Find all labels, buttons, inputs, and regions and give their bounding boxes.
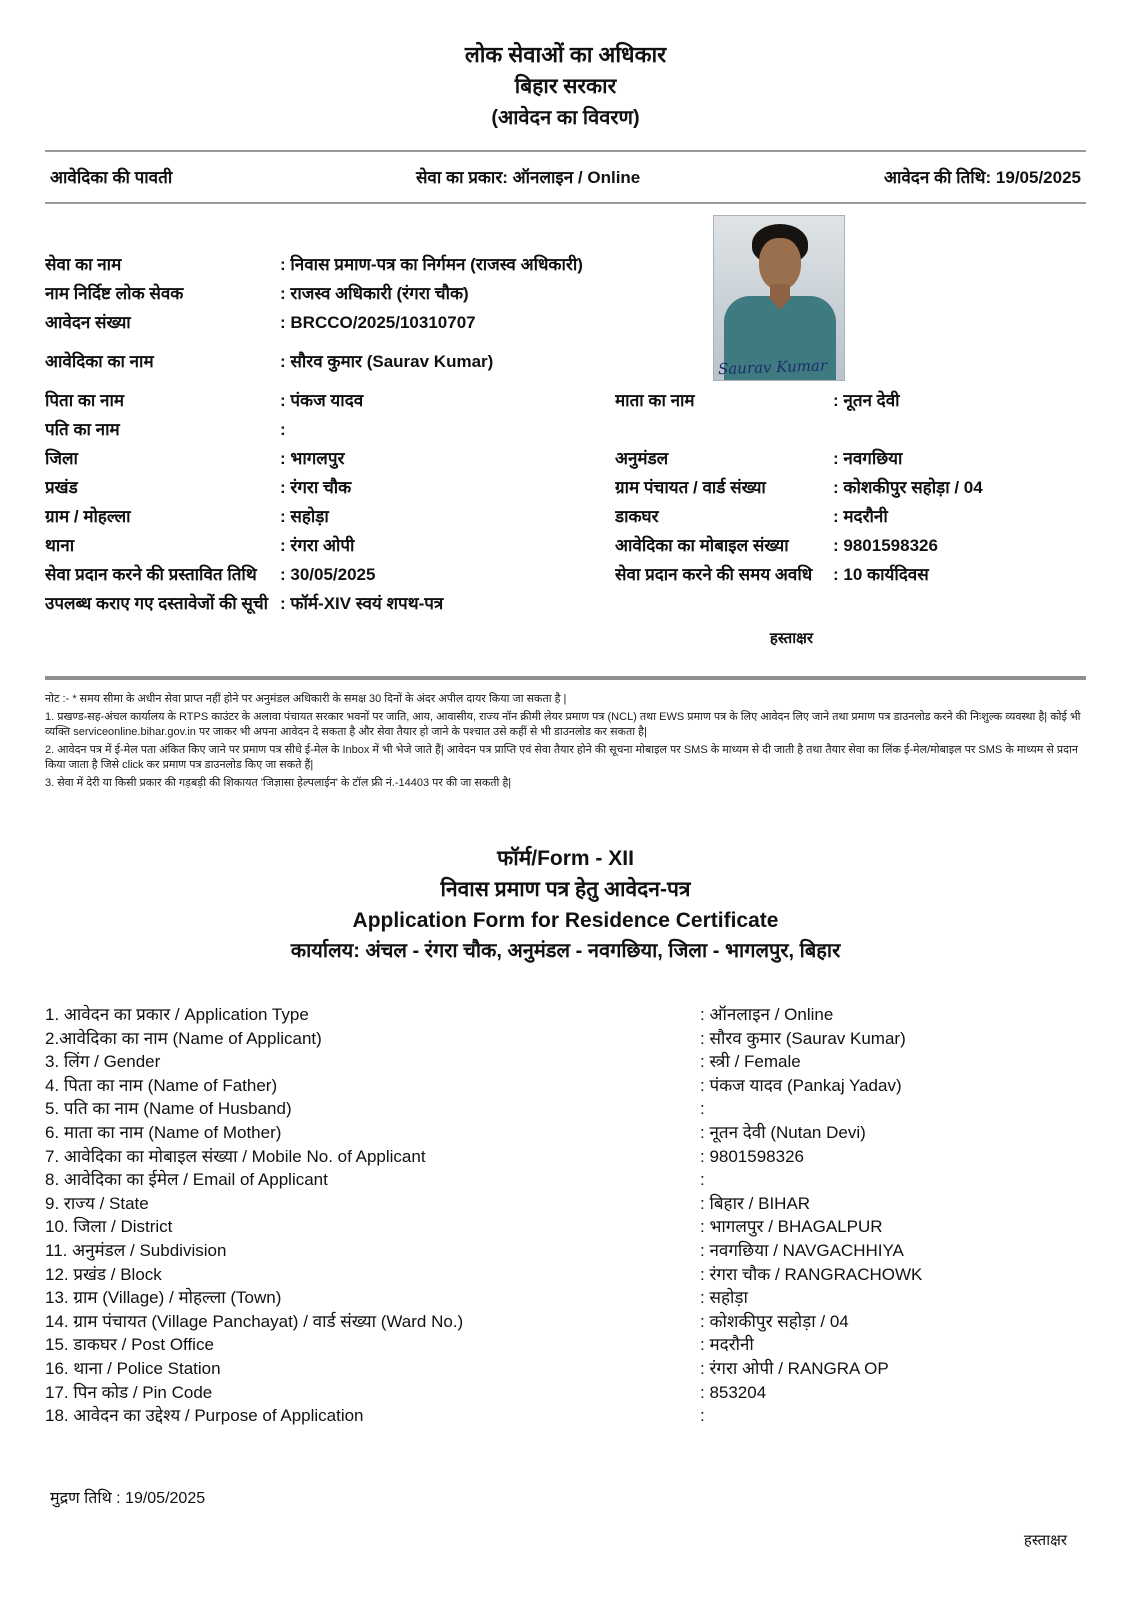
form-field-value: : सौरव कुमार (Saurav Kumar): [700, 1028, 906, 1048]
form-field-label: 14. ग्राम पंचायत (Village Panchayat) / वार्ड संख्या (Ward No.): [45, 1311, 464, 1331]
form-field-label: 7. आवेदिका का मोबाइल संख्या / Mobile No. of Applicant: [45, 1146, 426, 1166]
form-field-email: [45, 1168, 1086, 1192]
detail-label: आवेदिका का मोबाइल संख्या: [615, 536, 789, 555]
detail-label: आवेदन संख्या: [45, 313, 131, 332]
form-field-value: : ऑनलाइन / Online: [700, 1005, 834, 1024]
form-field-value: : कोशकीपुर सहोड़ा / 04: [700, 1311, 849, 1331]
detail-value: : कोशकीपुर सहोड़ा / 04: [833, 478, 983, 497]
note-3: 3. सेवा में देरी या किसी प्रकार की गड़बड़ी की शिकायत 'जिज्ञासा हेल्पलाईन' के टॉल फ्री नं.-14403 पर की जा सकती है|: [45, 777, 512, 789]
detail-row-district-subdivision: [45, 444, 1086, 473]
detail-value: : नवगछिया: [833, 449, 903, 468]
header-title: लोक सेवाओं का अधिकार: [464, 42, 667, 67]
form-field-value: : भागलपुर / BHAGALPUR: [700, 1217, 883, 1237]
form-field-gender: [45, 1050, 1086, 1074]
form-field-label: 10. जिला / District: [45, 1217, 173, 1237]
form-field-label: 2.आवेदिका का नाम (Name of Applicant): [45, 1028, 322, 1048]
form-field-block: [45, 1263, 1086, 1287]
receipt-bar-bottom-line: [45, 202, 1086, 204]
detail-value: : नूतन देवी: [833, 391, 900, 410]
detail-row-documents-list: [45, 589, 1086, 618]
notes-divider-line: [45, 676, 1086, 680]
photo-person-face: [759, 238, 801, 290]
form-field-father-name: [45, 1074, 1086, 1098]
form-field-post-office: [45, 1333, 1086, 1357]
form-field-value: : रंगरा ओपी / RANGRA OP: [700, 1358, 889, 1378]
form-field-label: 4. पिता का नाम (Name of Father): [45, 1075, 278, 1095]
form-field-value: : रंगरा चौक / RANGRACHOWK: [700, 1264, 923, 1284]
detail-row-block-panchayat: [45, 473, 1086, 502]
detail-label: [615, 589, 833, 618]
detail-value: : भागलपुर: [280, 449, 345, 468]
detail-row-police-mobile: [45, 531, 1086, 560]
form-field-pin-code: [45, 1381, 1086, 1405]
detail-label: ग्राम / मोहल्ला: [45, 507, 131, 526]
form-field-state: [45, 1192, 1086, 1216]
form-fields-list: [45, 1003, 1086, 1428]
applicant-photo: [713, 215, 845, 381]
form-field-label: 16. थाना / Police Station: [45, 1358, 221, 1378]
form-subtitle-english: Application Form for Residence Certificate: [352, 909, 779, 932]
form-field-label: 18. आवेदन का उद्देश्य / Purpose of Application: [45, 1406, 364, 1426]
form-field-value: : नवगछिया / NAVGACHHIYA: [700, 1240, 904, 1260]
form-field-value: :: [700, 1406, 705, 1426]
form-field-value: : मदरौनी: [700, 1335, 754, 1355]
detail-label: माता का नाम: [615, 391, 695, 410]
notes-section: [45, 692, 1086, 791]
detail-row-application-number: [45, 308, 1086, 337]
detail-label: सेवा प्रदान करने की प्रस्तावित तिथि: [45, 565, 257, 584]
detail-label: डाकघर: [615, 507, 659, 526]
form-field-mother-name: [45, 1121, 1086, 1145]
form-field-district: [45, 1215, 1086, 1239]
detail-row-applicant-name: [45, 347, 1086, 379]
receipt-bar: [45, 152, 1086, 202]
detail-row-village-postoffice: [45, 502, 1086, 531]
detail-label: ग्राम पंचायत / वार्ड संख्या: [615, 478, 766, 497]
detail-value: : रंगरा ओपी: [280, 536, 355, 555]
form-field-value: : 853204: [700, 1382, 767, 1402]
header-government: बिहार सरकार: [514, 75, 617, 98]
signature-label-middle: हस्ताक्षर: [769, 630, 813, 647]
form-field-value: :: [700, 1170, 705, 1190]
detail-value: : 30/05/2025: [280, 565, 376, 584]
detail-value: : 9801598326: [833, 536, 938, 555]
detail-label: पति का नाम: [45, 420, 120, 439]
service-type-label: सेवा का प्रकार: ऑनलाइन / Online: [415, 168, 641, 187]
detail-value: : सहोड़ा: [280, 507, 329, 526]
form-field-panchayat-ward: [45, 1310, 1086, 1334]
detail-value: : 10 कार्यदिवस: [833, 565, 929, 584]
form-field-husband-name: [45, 1097, 1086, 1121]
detail-row-husband: [45, 415, 1086, 444]
detail-label: अनुमंडल: [615, 449, 669, 468]
form-field-village: [45, 1286, 1086, 1310]
form-field-value: : पंकज यादव (Pankaj Yadav): [700, 1075, 902, 1095]
detail-label: पिता का नाम: [45, 391, 125, 410]
detail-value: : राजस्व अधिकारी (रंगरा चौक): [280, 284, 469, 303]
detail-value: : पंकज यादव: [280, 391, 364, 410]
form-field-label: 9. राज्य / State: [45, 1193, 149, 1213]
detail-value: : निवास प्रमाण-पत्र का निर्गमन (राजस्व अधिकारी): [280, 255, 583, 274]
form-field-label: 12. प्रखंड / Block: [45, 1264, 162, 1284]
detail-value: : मदरौनी: [833, 507, 888, 526]
form-field-value: : बिहार / BIHAR: [700, 1193, 811, 1213]
document-header: [45, 38, 1086, 134]
form-heading: [45, 843, 1086, 967]
detail-value: : BRCCO/2025/10310707: [280, 313, 476, 332]
form-field-label: 13. ग्राम (Village) / मोहल्ला (Town): [45, 1288, 282, 1308]
detail-value: : रंगरा चौक: [280, 478, 352, 497]
detail-value: :: [280, 420, 286, 439]
form-field-purpose: [45, 1404, 1086, 1428]
form-field-label: 1. आवेदन का प्रकार / Application Type: [45, 1005, 309, 1024]
form-field-value: : 9801598326: [700, 1146, 804, 1166]
detail-label: [615, 415, 833, 444]
form-field-label: 8. आवेदिका का ईमेल / Email of Applicant: [45, 1170, 328, 1190]
form-field-label: 5. पति का नाम (Name of Husband): [45, 1099, 292, 1119]
detail-label: नाम निर्दिष्ट लोक सेवक: [45, 284, 184, 303]
form-field-applicant-name: [45, 1027, 1086, 1051]
form-field-label: 17. पिन कोड / Pin Code: [45, 1382, 213, 1402]
detail-label: सेवा प्रदान करने की समय अवधि: [615, 565, 813, 584]
note-2: 2. आवेदन पत्र में ई-मेल पता अंकित किए जाने पर प्रमाण पत्र सीधे ई-मेल के Inbox में भी भेजे जाते हैं| आवेदन पत्र प्राप्ति एवं सेवा तैयार होने की सूचना मोबाइल पर SMS के माध्यम से दी जाती है तथा तैयार सेवा का लिंक ई-मेल/मोबाइल पर SMS के माध्यम से प्रदान किया जाता है जिसे click कर प्रमाण पत्र डाउनलोड किए जा सकते हैं|: [45, 744, 1078, 771]
form-field-label: 11. अनुमंडल / Subdivision: [45, 1240, 227, 1260]
application-date-label: आवेदन की तिथि: 19/05/2025: [883, 168, 1081, 187]
form-field-value: : सहोड़ा: [700, 1288, 748, 1308]
detail-label: प्रखंड: [45, 478, 78, 497]
form-field-value: : नूतन देवी (Nutan Devi): [700, 1122, 866, 1142]
form-field-label: 15. डाकघर / Post Office: [45, 1335, 214, 1355]
detail-row-father-mother: [45, 386, 1086, 415]
header-subtitle: (आवेदन का विवरण): [491, 107, 640, 129]
detail-value: [833, 415, 1086, 444]
form-field-label: 6. माता का नाम (Name of Mother): [45, 1122, 282, 1142]
form-field-application-type: [45, 1003, 1086, 1027]
form-field-mobile: [45, 1145, 1086, 1169]
form-title: फॉर्म/Form - XII: [497, 847, 634, 870]
form-field-value: : स्त्री / Female: [700, 1052, 801, 1072]
form-field-value: :: [700, 1099, 705, 1119]
note-1: 1. प्रखण्ड-सह-अंचल कार्यालय के RTPS काउंटर के अलावा पंचायत सरकार भवनों पर जाति, आय, आवासीय, राज्य नॉन क्रीमी लेयर प्रमाण पत्र (NCL) तथा EWS प्रमाण पत्र के लिए आवेदन लिए जाने तथा प्रमाण पत्र डाउनलोड करने की निःशुल्क व्यवस्था है| कोई भी व्यक्ति serviceonline.bihar.gov.in पर जाकर भी अपना आवेदन दे सकता है और सेवा तैयार हो जाने के पश्चात उसे कहीं से भी डाउनलोड कर सकता है|: [45, 711, 1081, 738]
detail-label: उपलब्ध कराए गए दस्तावेजों की सूची: [45, 594, 269, 613]
note-appeal: नोट :- * समय सीमा के अधीन सेवा प्राप्त नहीं होने पर अनुमंडल अधिकारी के समक्ष 30 दिनों के अंदर अपील दायर किया जा सकता है |: [45, 693, 567, 705]
detail-label: जिला: [45, 449, 78, 468]
receipt-acknowledgement-label: आवेदिका की पावती: [50, 168, 173, 187]
form-field-police-station: [45, 1357, 1086, 1381]
form-field-subdivision: [45, 1239, 1086, 1263]
detail-label: थाना: [45, 536, 75, 555]
signature-label-bottom: हस्ताक्षर: [1023, 1532, 1067, 1549]
application-details-section: [45, 250, 1086, 650]
form-subtitle-hindi: निवास प्रमाण पत्र हेतु आवेदन-पत्र: [440, 878, 691, 901]
detail-row-public-servant: [45, 279, 1086, 308]
print-date-label: मुद्रण तिथि : 19/05/2025: [50, 1490, 206, 1507]
detail-label: आवेदिका का नाम: [45, 352, 154, 371]
detail-label: सेवा का नाम: [45, 255, 122, 274]
form-office-line: कार्यालय: अंचल - रंगरा चौक, अनुमंडल - नवगछिया, जिला - भागलपुर, बिहार: [290, 940, 841, 962]
detail-value: [833, 589, 1086, 618]
form-field-label: 3. लिंग / Gender: [45, 1052, 161, 1072]
detail-row-service-name: [45, 250, 1086, 279]
detail-row-service-dates: [45, 560, 1086, 589]
detail-value: : फॉर्म-XIV स्वयं शपथ-पत्र: [280, 594, 444, 613]
photo-caption: Saurav Kumar: [717, 356, 828, 379]
detail-value: : सौरव कुमार (Saurav Kumar): [280, 352, 494, 371]
